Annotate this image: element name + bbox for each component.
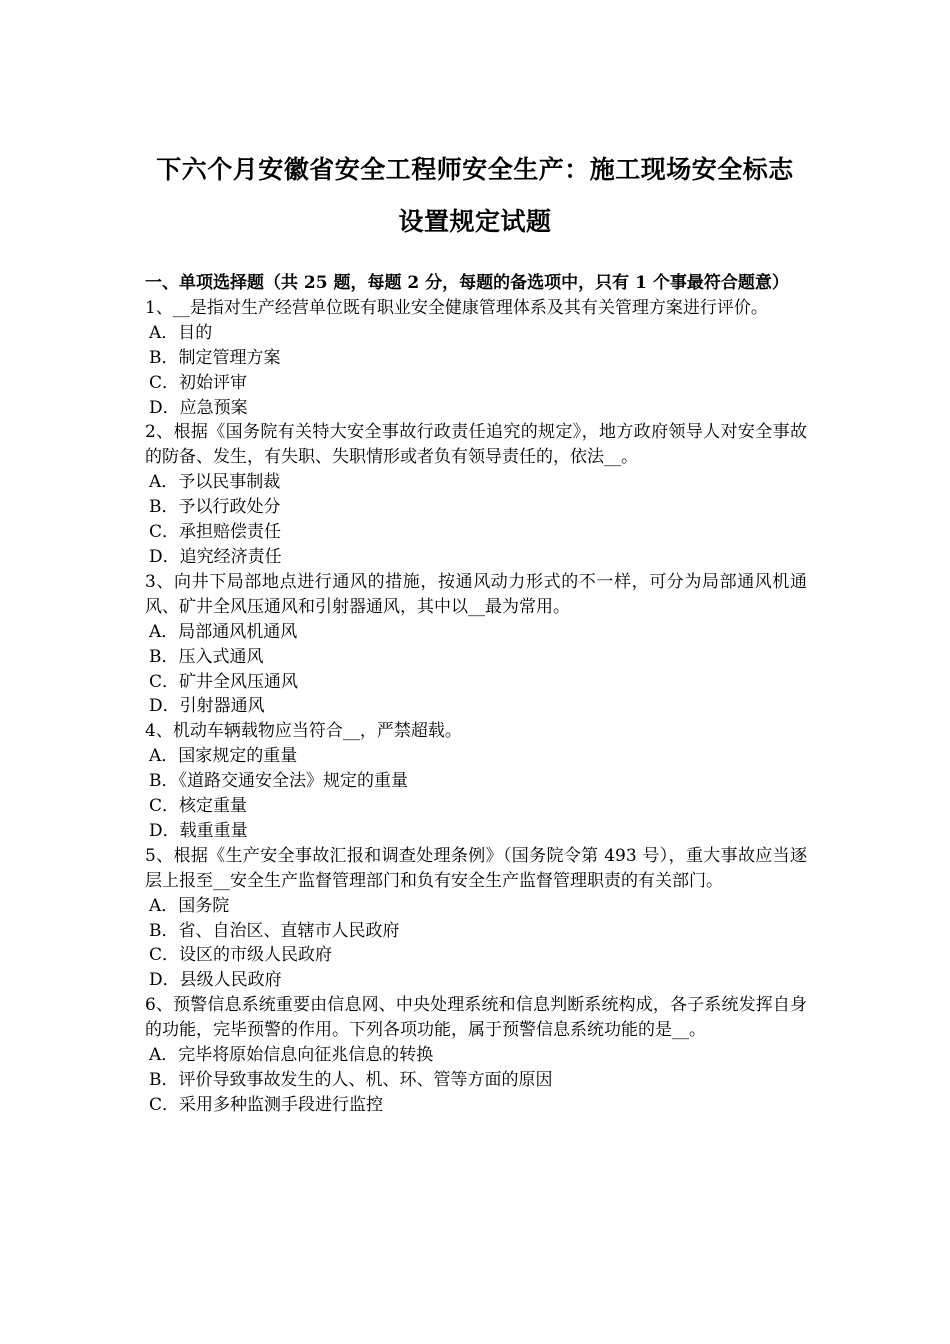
option-d: D．引射器通风 xyxy=(149,696,265,717)
option-d: D．载重重量 xyxy=(149,820,248,841)
option-a: A．国家规定的重量 xyxy=(149,746,298,767)
question-6 xyxy=(145,993,807,1118)
option-b: B．《道路交通安全法》规定的重量 xyxy=(149,771,408,792)
option-a: A．目的 xyxy=(149,322,213,343)
question-5 xyxy=(145,844,807,993)
question-stem: 4、机动车辆载物应当符合__，严禁超载。 xyxy=(145,721,462,742)
option-d: D．应急预案 xyxy=(149,397,248,418)
option-b: B．压入式通风 xyxy=(149,646,264,667)
question-stem: 3、向井下局部地点进行通风的措施，按通风动力形式的不一样，可分为局部通风机通风、矿井全风压通风和引射器通风，其中以__最为常用。 xyxy=(145,571,807,617)
question-1 xyxy=(145,296,807,421)
option-c: C．矿井全风压通风 xyxy=(149,671,299,692)
option-a: A．局部通风机通风 xyxy=(149,621,298,642)
option-b: B．予以行政处分 xyxy=(149,497,281,518)
option-d: D．追究经济责任 xyxy=(149,546,282,567)
question-stem: 6、预警信息系统重要由信息网、中央处理系统和信息判断系统构成，各子系统发挥自身的功能，完毕预警的作用。下列各项功能，属于预警信息系统功能的是__。 xyxy=(145,995,807,1041)
question-3 xyxy=(145,570,807,719)
document-title-line-2: 设置规定试题 xyxy=(398,207,552,236)
option-a: A．国务院 xyxy=(149,895,230,916)
option-d: D．县级人民政府 xyxy=(149,970,282,991)
option-c: C．核定重量 xyxy=(149,796,248,817)
question-4 xyxy=(145,719,807,844)
option-b: B．省、自治区、直辖市人民政府 xyxy=(149,920,400,941)
option-b: B．评价导致事故发生的人、机、环、管等方面的原因 xyxy=(149,1070,553,1090)
option-c: C．初始评审 xyxy=(149,372,248,393)
option-c: C．设区的市级人民政府 xyxy=(149,945,333,966)
question-stem: 1、__是指对生产经营单位既有职业安全健康管理体系及其有关管理方案进行评价。 xyxy=(145,297,768,318)
option-a: A．完毕将原始信息向征兆信息的转换 xyxy=(149,1045,434,1066)
option-b: B．制定管理方案 xyxy=(149,347,281,368)
document-body xyxy=(145,271,807,1118)
option-c: C．采用多种监测手段进行监控 xyxy=(149,1094,384,1115)
question-stem: 5、根据《生产安全事故汇报和调查处理条例》（国务院令第 493 号），重大事故应当逐层上报至__安全生产监督管理部门和负有安全生产监督管理职责的有关部门。 xyxy=(145,845,807,891)
question-2 xyxy=(145,420,807,569)
option-a: A．予以民事制裁 xyxy=(149,472,281,493)
option-c: C．承担赔偿责任 xyxy=(149,522,282,543)
section-heading: 一、单项选择题（共 25 题，每题 2 分，每题的备选项中，只有 1 个事最符合题意） xyxy=(145,273,789,293)
document-title-line-1: 下六个月安徽省安全工程师安全生产：施工现场安全标志 xyxy=(156,155,794,184)
question-stem: 2、根据《国务院有关特大安全事故行政责任追究的规定》，地方政府领导人对安全事故的防备、发生，有失职、失职情形或者负有领导责任的，依法__。 xyxy=(145,422,807,468)
